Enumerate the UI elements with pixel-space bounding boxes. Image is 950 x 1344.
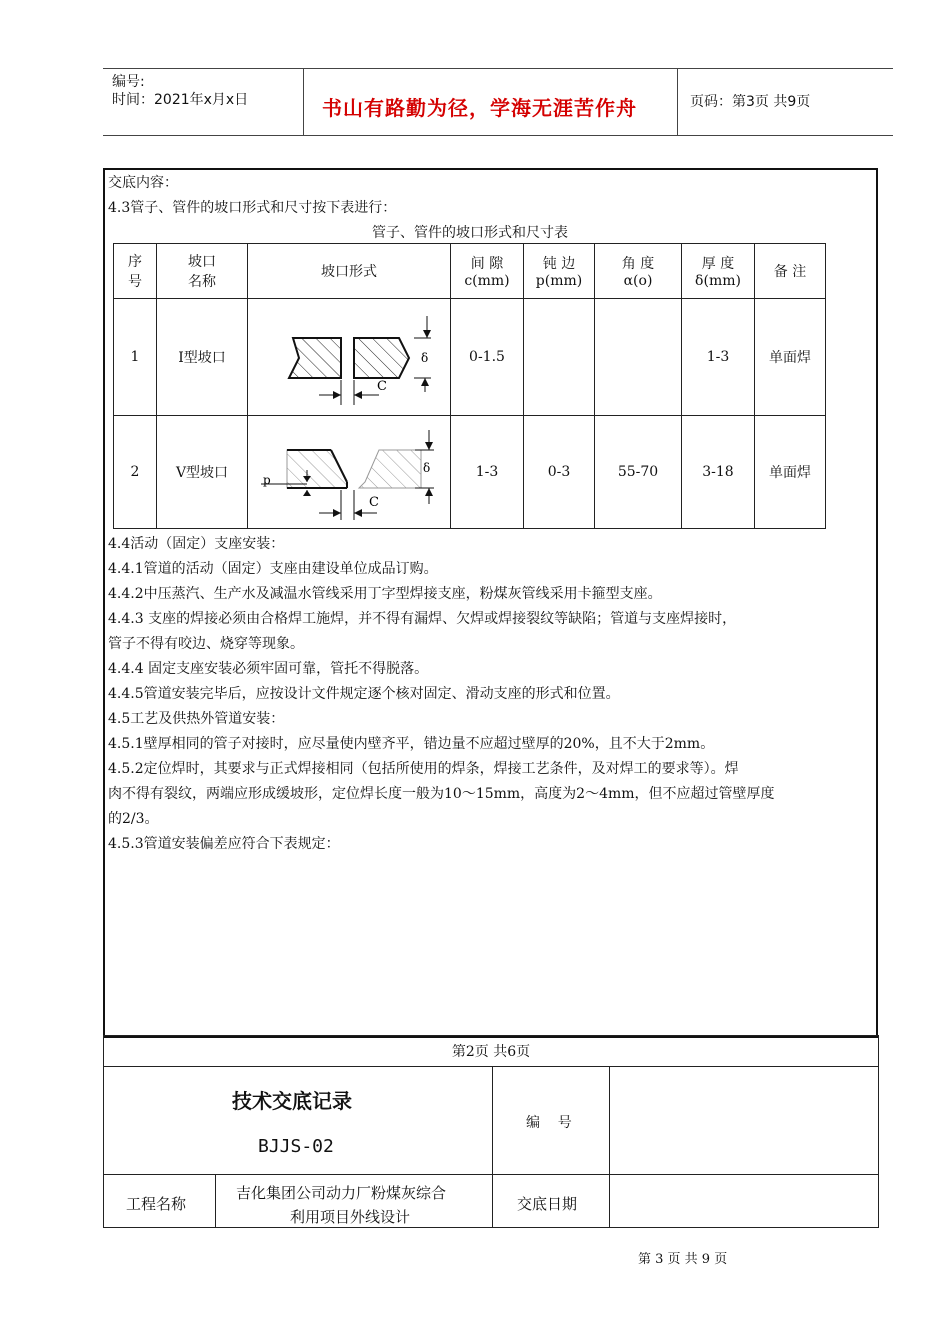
- header-cell: 备 注: [755, 244, 826, 299]
- paragraph: 的2/3。: [108, 811, 159, 827]
- header-cell: 厚 度 δ(mm): [682, 244, 755, 299]
- paragraph: 4.4.1管道的活动（固定）支座由建设单位成品订购。: [108, 561, 438, 577]
- paragraph: 4.5工艺及供热外管道安装：: [108, 711, 285, 727]
- number-label: 编 号: [526, 1115, 572, 1131]
- project-name-line2: 利用项目外线设计: [290, 1208, 411, 1226]
- delta-label: δ: [423, 461, 431, 475]
- record-title-cell: [103, 1066, 493, 1175]
- number-value-cell: [609, 1066, 879, 1175]
- paragraph: 肉不得有裂纹，两端应形成缓坡形，定位焊长度一般为10～15mm，高度为2～4mm，但不应超过管壁厚度: [108, 786, 775, 802]
- record-code: BJJS-02: [258, 1136, 334, 1157]
- paragraph: 4.5.1壁厚相同的管子对接时，应尽量使内壁齐平，错边量不应超过壁厚的20%，且不大于2mm。: [108, 736, 715, 752]
- paragraph: 4.5.3管道安装偏差应符合下表规定：: [108, 836, 340, 852]
- row-remark: 单面焊: [755, 299, 826, 416]
- row-name: Ⅰ型坡口: [157, 299, 248, 416]
- header-cell: 钝 边 p(mm): [524, 244, 595, 299]
- paragraph: 4.5.2定位焊时，其要求与正式焊接相同（包括所使用的焊条，焊接工艺条件，及对焊工的要求等）。焊: [108, 761, 739, 777]
- row-gap: 1-3: [451, 416, 524, 529]
- paragraph: 管子不得有咬边、烧穿等现象。: [108, 636, 304, 652]
- groove-table: [113, 243, 826, 529]
- date-label: 交底日期: [517, 1195, 578, 1213]
- project-label: 工程名称: [126, 1195, 187, 1213]
- header-top-rule: [103, 68, 893, 69]
- row-name: Ⅴ型坡口: [157, 416, 248, 529]
- header-bottom-rule: [103, 135, 893, 136]
- paragraph: 4.4.3 支座的焊接必须由合格焊工施焊，并不得有漏焊、欠焊或焊接裂纹等缺陷；管道与支座焊接时，: [108, 611, 737, 627]
- header-divider-left: [303, 68, 304, 136]
- paragraph: 4.4.2中压蒸汽、生产水及减温水管线采用丁字型焊接支座，粉煤灰管线采用卡箍型支座。: [108, 586, 662, 602]
- row-blunt: [524, 299, 595, 416]
- header-page-label: 页码：第3页 共9页: [690, 94, 811, 110]
- paragraph: 4.4.4 固定支座安装必须牢固可靠，管托不得脱落。: [108, 661, 429, 677]
- header-cell: 坡口形式: [248, 244, 451, 299]
- header-motto: 书山有路勤为径，学海无涯苦作舟: [322, 96, 637, 120]
- table-caption: 管子、管件的坡口形式和尺寸表: [372, 225, 568, 241]
- table-row: [114, 416, 826, 529]
- paragraph: 4.4活动（固定）支座安装：: [108, 536, 285, 552]
- header-cell: 角 度 α(o): [595, 244, 682, 299]
- i-groove-diagram: [249, 300, 449, 410]
- row-no: 2: [114, 416, 157, 529]
- header-number-label: 编号:: [112, 74, 145, 90]
- inner-page-number: 第2页 共6页: [451, 1044, 531, 1060]
- row-blunt: 0-3: [524, 416, 595, 529]
- groove-diagram-v: [248, 416, 451, 529]
- delta-label: δ: [421, 351, 429, 365]
- table-header-row: [114, 244, 826, 299]
- header-cell: 间 隙 c(mm): [451, 244, 524, 299]
- c-label: C: [369, 495, 379, 510]
- header-cell: 坡口 名称: [157, 244, 248, 299]
- intro-text: 4.3管子、管件的坡口形式和尺寸按下表进行：: [108, 200, 397, 216]
- row-angle: [595, 299, 682, 416]
- p-label: p: [263, 473, 271, 487]
- v-groove-diagram: [249, 416, 449, 524]
- row-thickness: 1-3: [682, 299, 755, 416]
- header-divider-right: [677, 68, 678, 136]
- row-angle: 55-70: [595, 416, 682, 529]
- record-title: 技术交底记录: [232, 1089, 352, 1113]
- header-time: 时间：2021年x月x日: [112, 92, 249, 108]
- row-no: 1: [114, 299, 157, 416]
- row-remark: 单面焊: [755, 416, 826, 529]
- row-thickness: 3-18: [682, 416, 755, 529]
- footer-page-number: 第 3 页 共 9 页: [638, 1252, 728, 1267]
- c-label: C: [377, 379, 387, 394]
- header-cell: 序 号: [114, 244, 157, 299]
- table-row: [114, 299, 826, 416]
- paragraph: 4.4.5管道安装完毕后，应按设计文件规定逐个核对固定、滑动支座的形式和位置。: [108, 686, 620, 702]
- project-name-line1: 吉化集团公司动力厂粉煤灰综合: [236, 1184, 447, 1202]
- row-gap: 0-1.5: [451, 299, 524, 416]
- section-label: 交底内容：: [108, 175, 178, 191]
- date-value-cell: [609, 1174, 879, 1228]
- groove-diagram-i: [248, 299, 451, 416]
